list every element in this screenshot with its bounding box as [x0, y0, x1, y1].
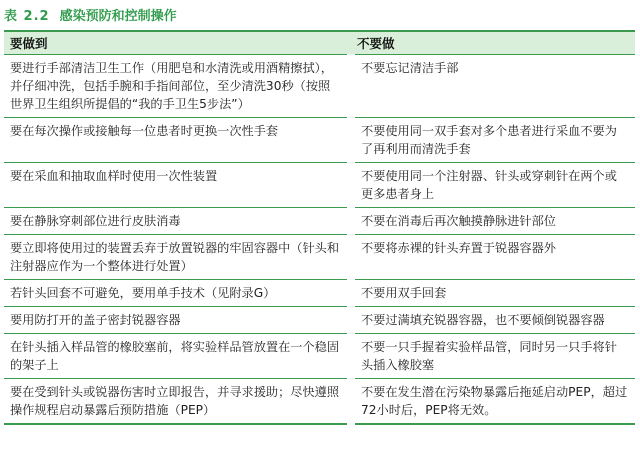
do-cell: 要用防打开的盖子密封锐器容器: [4, 307, 351, 334]
do-cell: 若针头回套不可避免，要用单手技术（见附录G）: [4, 280, 351, 307]
do-cell: 要在受到针头或锐器伤害时立即报告，并寻求援助；尽快遵照操作规程启动暴露后预防措施（PEP）: [4, 379, 351, 425]
do-cell: 要在每次操作或接触每一位患者时更换一次性手套: [4, 118, 351, 163]
table-row: [4, 379, 635, 425]
table-row: [4, 163, 635, 208]
do-cell: 要在静脉穿刺部位进行皮肤消毒: [4, 208, 351, 235]
header-row: [4, 31, 635, 55]
table-caption: [4, 2, 177, 26]
dont-cell: 不要过满填充锐器容器，也不要倾倒锐器容器: [351, 307, 635, 334]
dont-cell: 不要使用同一双手套对多个患者进行采血不要为了再利用而清洗手套: [351, 118, 635, 163]
header-dont: 不要做: [351, 31, 635, 55]
dont-cell: 不要将赤裸的针头弃置于锐器容器外: [351, 235, 635, 280]
table-row: [4, 118, 635, 163]
table-row: [4, 280, 635, 307]
table-row: [4, 208, 635, 235]
table-row: [4, 235, 635, 280]
dont-cell: 不要在发生潜在污染物暴露后拖延启动PEP，超过72小时后，PEP将无效。: [351, 379, 635, 425]
infection-control-table: [4, 30, 635, 425]
table-row: [4, 334, 635, 379]
do-cell: 要进行手部清洁卫生工作（用肥皂和水清洗或用酒精擦拭），并仔细冲洗，包括手腕和手指间部位，至少清洗30秒（按照世界卫生组织所提倡的“我的手卫生5步法”）: [4, 55, 351, 118]
do-cell: 在针头插入样品管的橡胶塞前，将实验样品管放置在一个稳固的架子上: [4, 334, 351, 379]
dont-cell: 不要使用同一个注射器、针头或穿刺针在两个或更多患者身上: [351, 163, 635, 208]
dont-cell: 不要忘记清洁手部: [351, 55, 635, 118]
dont-cell: 不要一只手握着实验样品管，同时另一只手将针头插入橡胶塞: [351, 334, 635, 379]
do-cell: 要在采血和抽取血样时使用一次性装置: [4, 163, 351, 208]
table-title: 感染预防和控制操作: [59, 8, 177, 24]
table-number: 表 2.2: [4, 8, 50, 24]
table-row: [4, 307, 635, 334]
table-row: [4, 55, 635, 118]
dont-cell: 不要用双手回套: [351, 280, 635, 307]
dont-cell: 不要在消毒后再次触摸静脉进针部位: [351, 208, 635, 235]
header-do: 要做到: [4, 31, 351, 55]
do-cell: 要立即将使用过的装置丢弃于放置锐器的牢固容器中（针头和注射器应作为一个整体进行处置）: [4, 235, 351, 280]
